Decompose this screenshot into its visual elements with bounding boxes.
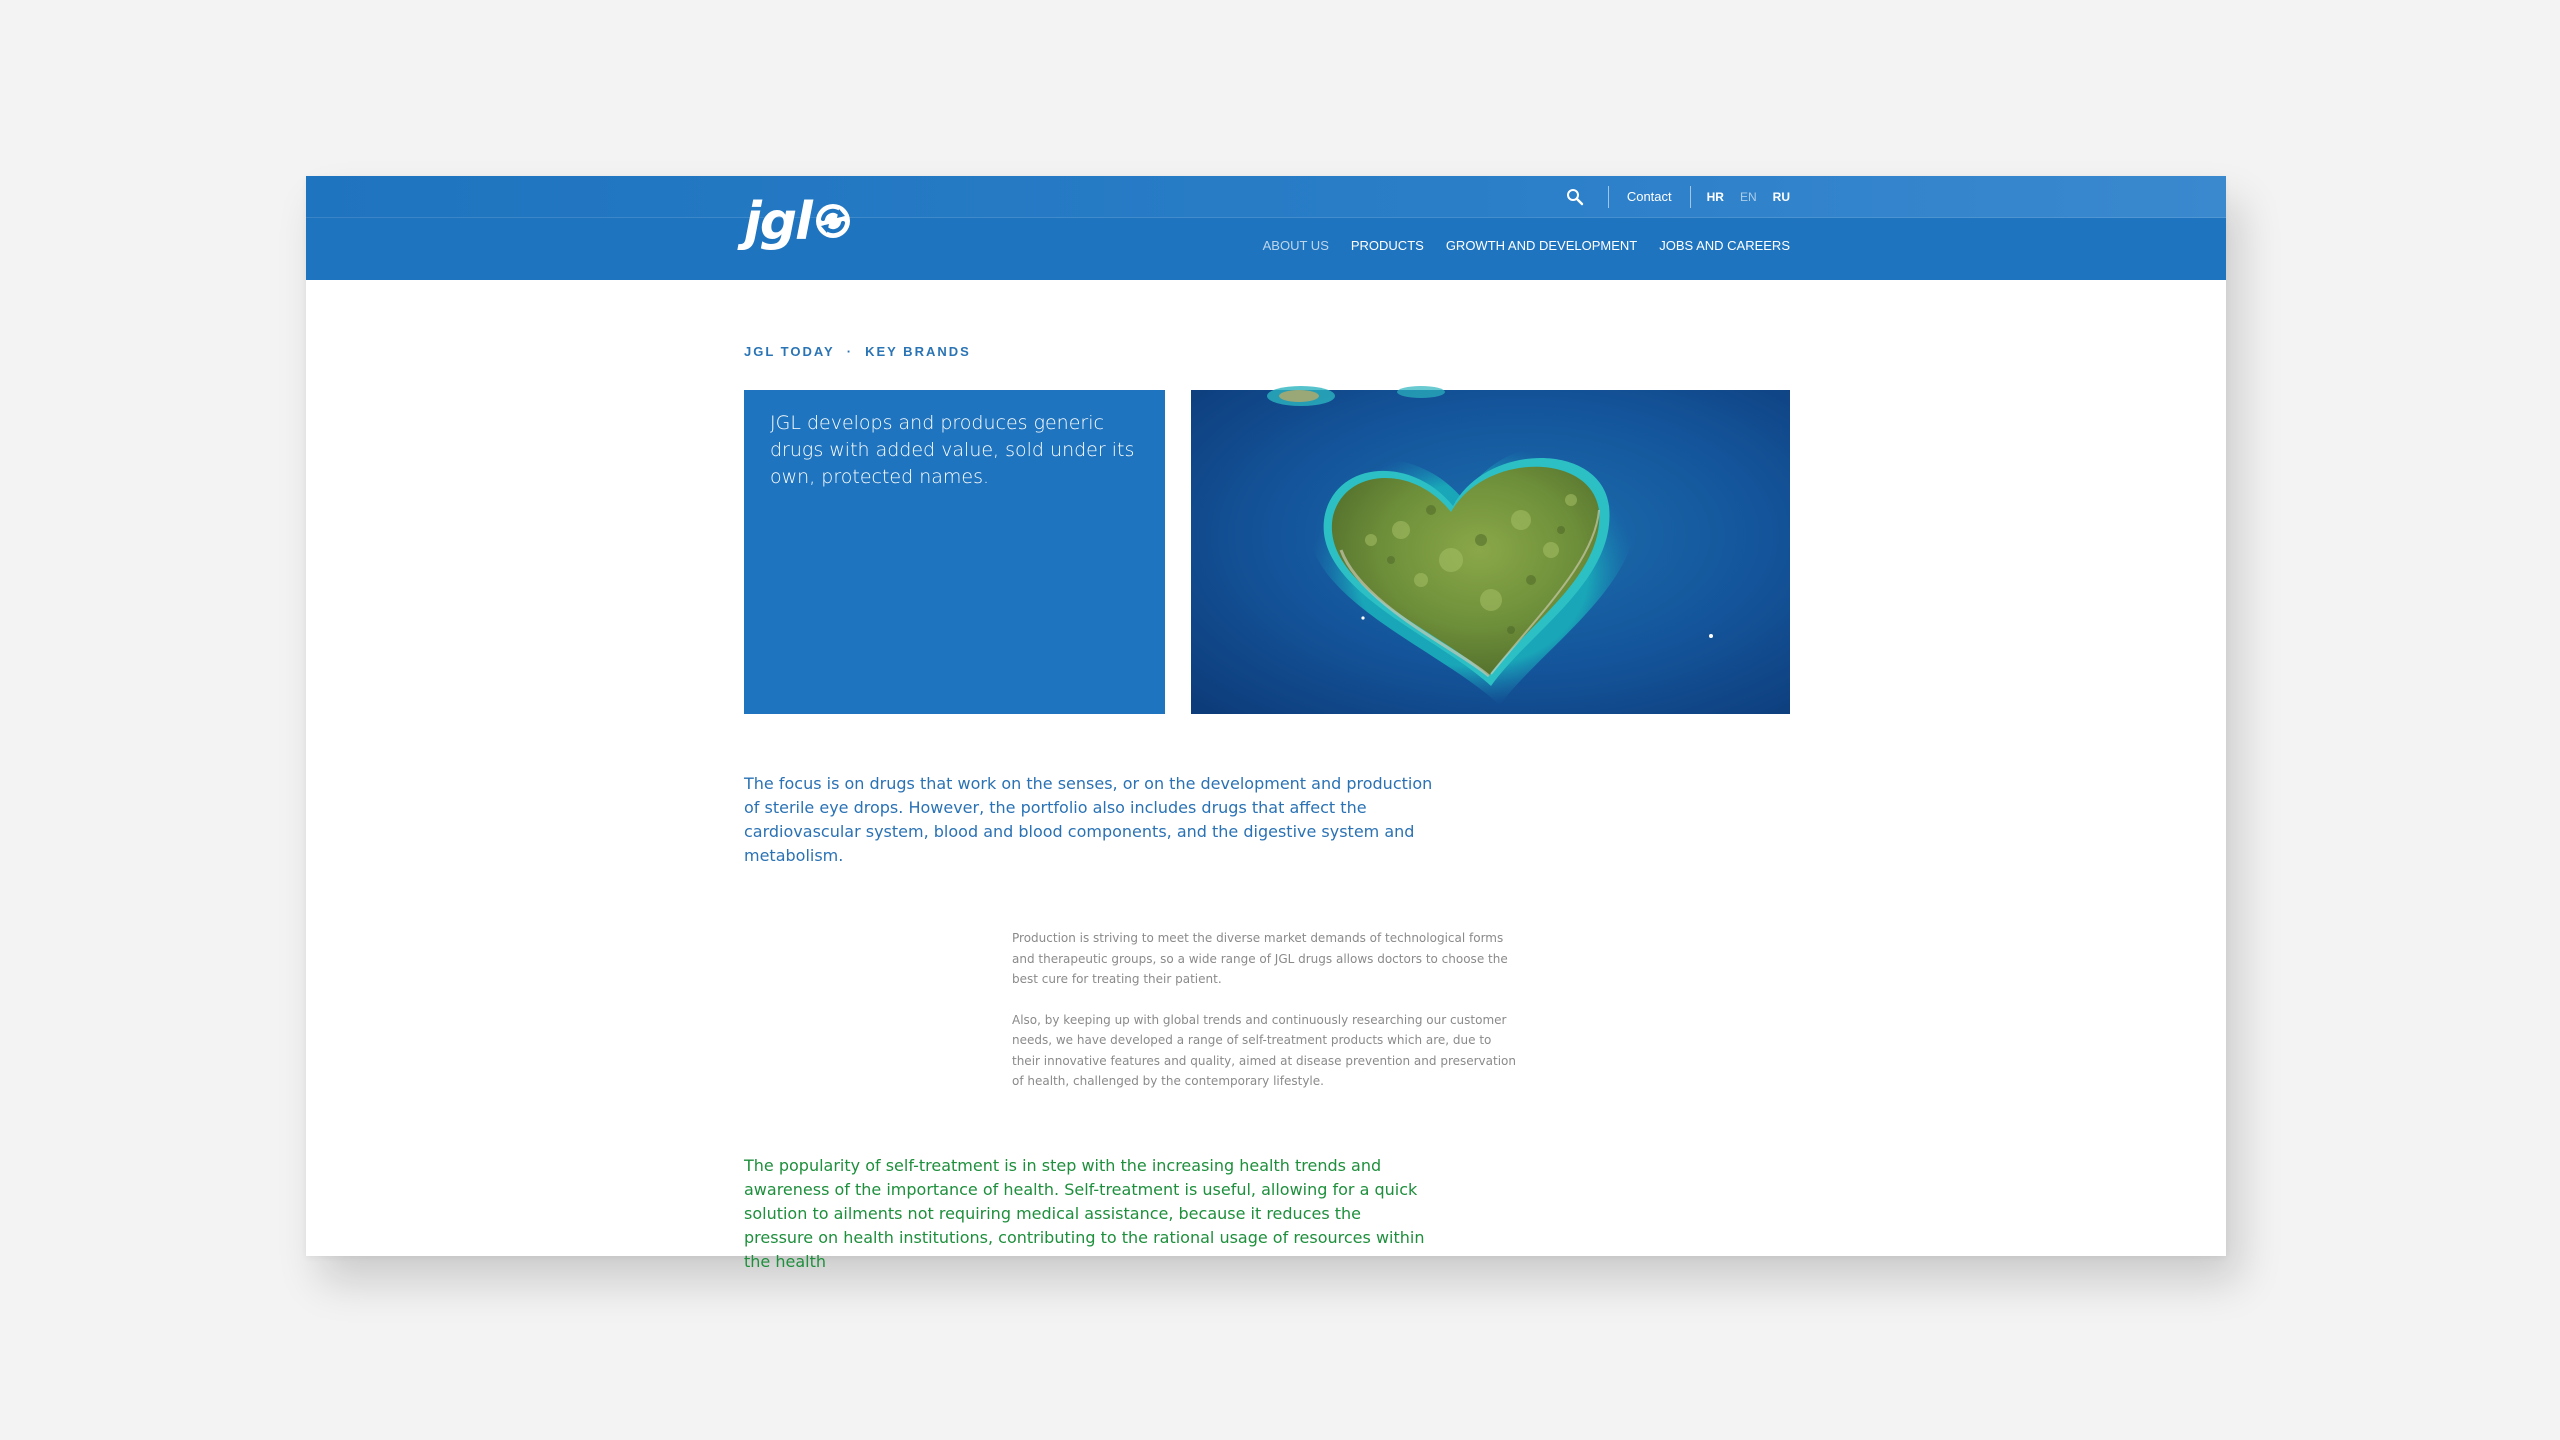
browser-page xyxy=(306,176,2226,1271)
body-text-block xyxy=(1012,928,1522,1112)
site-header xyxy=(306,176,2226,280)
lang-en[interactable]: EN xyxy=(1739,189,1757,204)
lang-ru[interactable]: RU xyxy=(1772,189,1790,204)
breadcrumb-separator: · xyxy=(846,344,854,359)
utility-separator xyxy=(1690,186,1691,208)
nav-about-us[interactable]: ABOUT US xyxy=(1262,238,1329,253)
focus-text: The focus is on drugs that work on the senses, or on the development and production of sterile eye drops. However, the portfolio also includes drugs that affect the cardiovascular system, blood and blood components, and the digestive system and metabolism. xyxy=(744,774,1433,865)
logo-wordmark: jgl xyxy=(744,192,811,252)
breadcrumb-jgl-today[interactable]: JGL TODAY xyxy=(744,344,835,359)
body-paragraph-1: Production is striving to meet the diverse market demands of technological forms and therapeutic groups, so a wide range of JGL drugs allows doctors to choose the best cure for treating their patient. xyxy=(1012,931,1508,986)
heart-island-illustration xyxy=(1191,390,1790,714)
search-icon[interactable] xyxy=(1566,188,1584,206)
self-treatment-text: The popularity of self-treatment is in step with the increasing health trends and awareness of the importance of health. Self-treatment is useful, allowing for a quick solution to ailments not requiring medical assistance, because it reduces the pressure on health institutions, contributing to the rational usage of resources within the health xyxy=(744,1156,1425,1271)
logo-mark-icon xyxy=(814,202,852,240)
contact-link[interactable]: Contact xyxy=(1626,189,1672,204)
nav-jobs-and-careers[interactable]: JOBS AND CAREERS xyxy=(1659,238,1790,253)
jgl-logo[interactable] xyxy=(744,192,864,262)
heart-island-image xyxy=(1191,390,1790,714)
nav-products[interactable]: PRODUCTS xyxy=(1350,238,1424,253)
breadcrumb-key-brands[interactable]: KEY BRANDS xyxy=(865,344,971,359)
body-paragraph-2: Also, by keeping up with global trends and continuously researching our customer needs, we have developed a range of self-treatment products which are, due to their innovative features and quality, aimed at disease prevention and preservation of health, challenged by the contemporary lifestyle. xyxy=(1012,1012,1516,1088)
nav-growth-and-development[interactable]: GROWTH AND DEVELOPMENT xyxy=(1445,238,1638,253)
utility-bar xyxy=(1566,176,1790,217)
intro-text: JGL develops and produces generic drugs with added value, sold under its own, protected names. xyxy=(770,412,1135,488)
main-nav xyxy=(1263,238,1790,253)
header-topbar xyxy=(306,176,2226,218)
intro-box xyxy=(744,390,1165,714)
breadcrumb xyxy=(744,344,971,359)
lang-hr[interactable]: HR xyxy=(1706,189,1724,204)
